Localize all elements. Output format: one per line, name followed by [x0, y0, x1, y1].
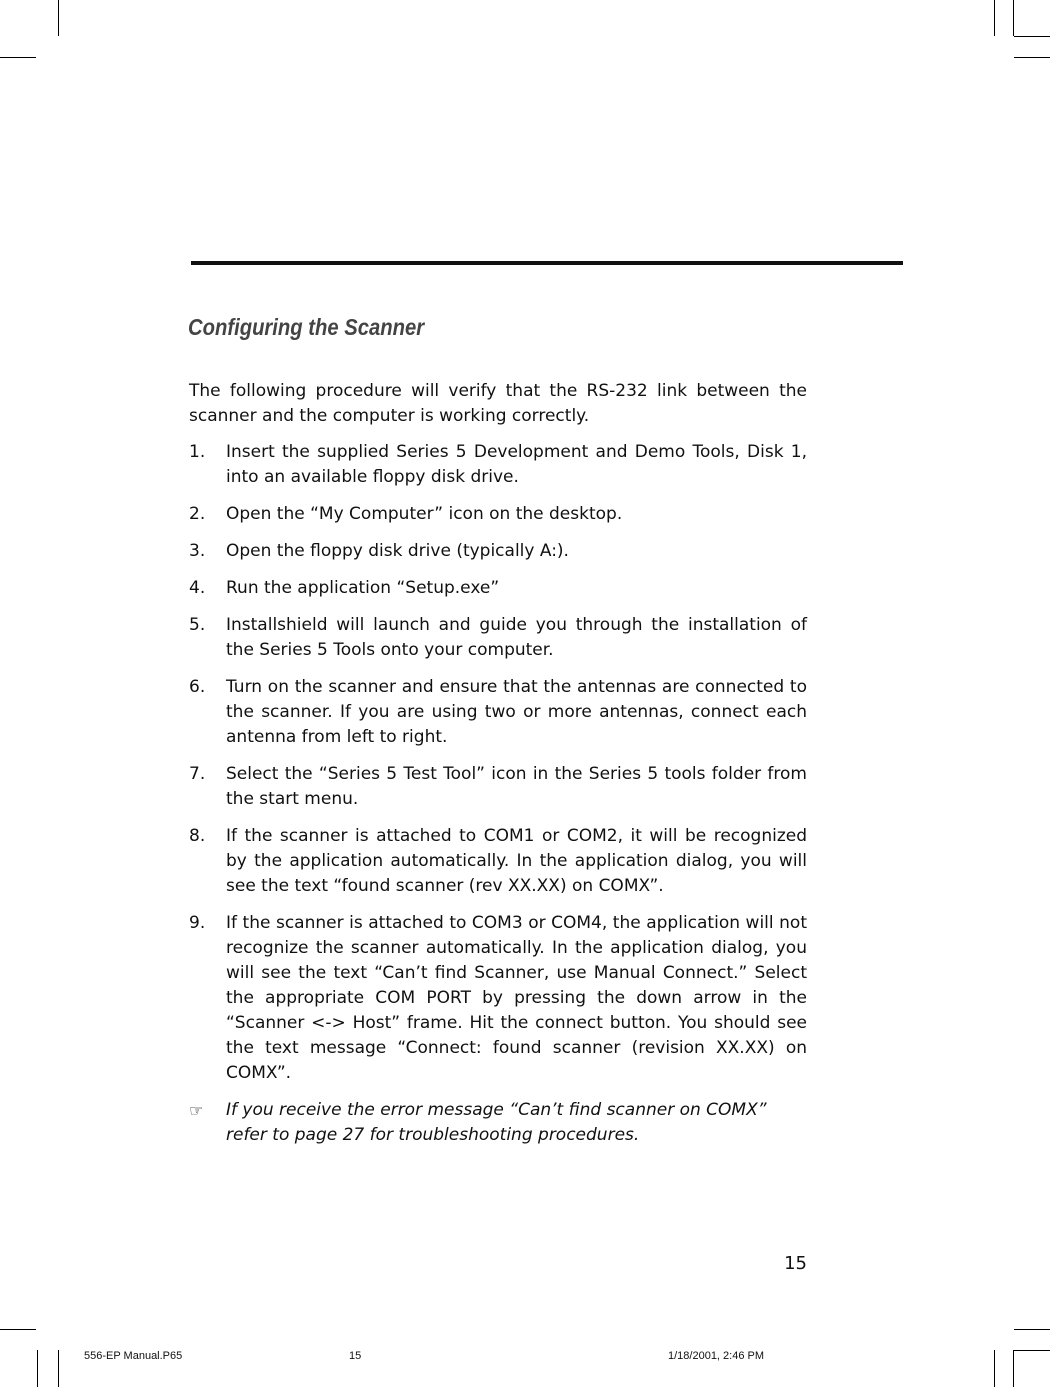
crop-mark [1014, 1329, 1050, 1330]
crop-mark [1014, 1350, 1050, 1351]
step-text: Installshield will launch and guide you through the installation of the Series 5 Tools onto your computer. [226, 615, 807, 660]
step-item [189, 613, 807, 663]
crop-mark [58, 1350, 59, 1387]
step-number: 2. [189, 504, 206, 524]
step-text: Run the application “Setup.exe” [226, 578, 500, 598]
step-item [189, 762, 807, 812]
crop-mark [1014, 36, 1050, 37]
step-text: Select the “Series 5 Test Tool” icon in the Series 5 tools folder from the start menu. [226, 764, 807, 809]
step-item [189, 824, 807, 899]
step-number: 9. [189, 913, 206, 933]
crop-mark [0, 57, 36, 58]
crop-mark [58, 0, 59, 36]
step-number: 1. [189, 442, 206, 462]
step-text: If the scanner is attached to COM3 or COM4, the application will not recognize the scanner automatically. In the application dialog, you will see the text “Can’t find Scanner, use Manual Connect.” Select the appropriate COM PORT by pressing the down arrow in the “Scanner <-> Host” frame. Hit the connect button. You should see the text message “Connect: found scanner (revision XX.XX) on COMX”. [226, 913, 807, 1083]
crop-mark [1013, 1350, 1014, 1387]
crop-mark [994, 1350, 995, 1387]
page-number: 15 [784, 1253, 807, 1274]
step-number: 6. [189, 677, 206, 697]
footer-filename: 556-EP Manual.P65 [84, 1350, 183, 1362]
crop-mark [0, 1329, 36, 1330]
footer-page: 15 [349, 1350, 362, 1362]
note-text: If you receive the error message “Can’t find scanner on COMX” refer to page 27 for troubleshooting procedures. [226, 1100, 767, 1145]
step-number: 3. [189, 541, 206, 561]
steps-list [189, 440, 807, 1086]
step-item [189, 502, 807, 527]
crop-mark [1014, 57, 1050, 58]
step-number: 4. [189, 578, 206, 598]
step-item [189, 576, 807, 601]
step-number: 7. [189, 764, 206, 784]
header-rule [191, 261, 903, 265]
body-text [189, 379, 807, 1148]
step-number: 8. [189, 826, 206, 846]
step-text: If the scanner is attached to COM1 or COM2, it will be recognized by the application automatically. In the application dialog, you will see the text “found scanner (rev XX.XX) on COMX”. [226, 826, 807, 896]
step-item [189, 911, 807, 1086]
footer-date: 1/18/2001, 2:46 PM [668, 1350, 765, 1362]
pointing-hand-icon: ☞ [189, 1101, 204, 1120]
step-text: Open the floppy disk drive (typically A:). [226, 541, 569, 561]
step-text: Open the “My Computer” icon on the desktop. [226, 504, 623, 524]
step-number: 5. [189, 615, 206, 635]
step-item [189, 675, 807, 750]
step-item [189, 440, 807, 490]
step-text: Insert the supplied Series 5 Development and Demo Tools, Disk 1, into an available floppy disk drive. [226, 442, 807, 487]
step-item [189, 539, 807, 564]
crop-mark [37, 1350, 38, 1387]
intro-paragraph: The following procedure will verify that the RS-232 link between the scanner and the computer is working correctly. [189, 381, 807, 426]
section-title: Configuring the Scanner [188, 314, 425, 340]
step-text: Turn on the scanner and ensure that the antennas are connected to the scanner. If you are using two or more antennas, connect each antenna from left to right. [226, 677, 807, 747]
note [189, 1098, 807, 1148]
crop-mark [994, 0, 995, 36]
crop-mark [1013, 0, 1014, 36]
